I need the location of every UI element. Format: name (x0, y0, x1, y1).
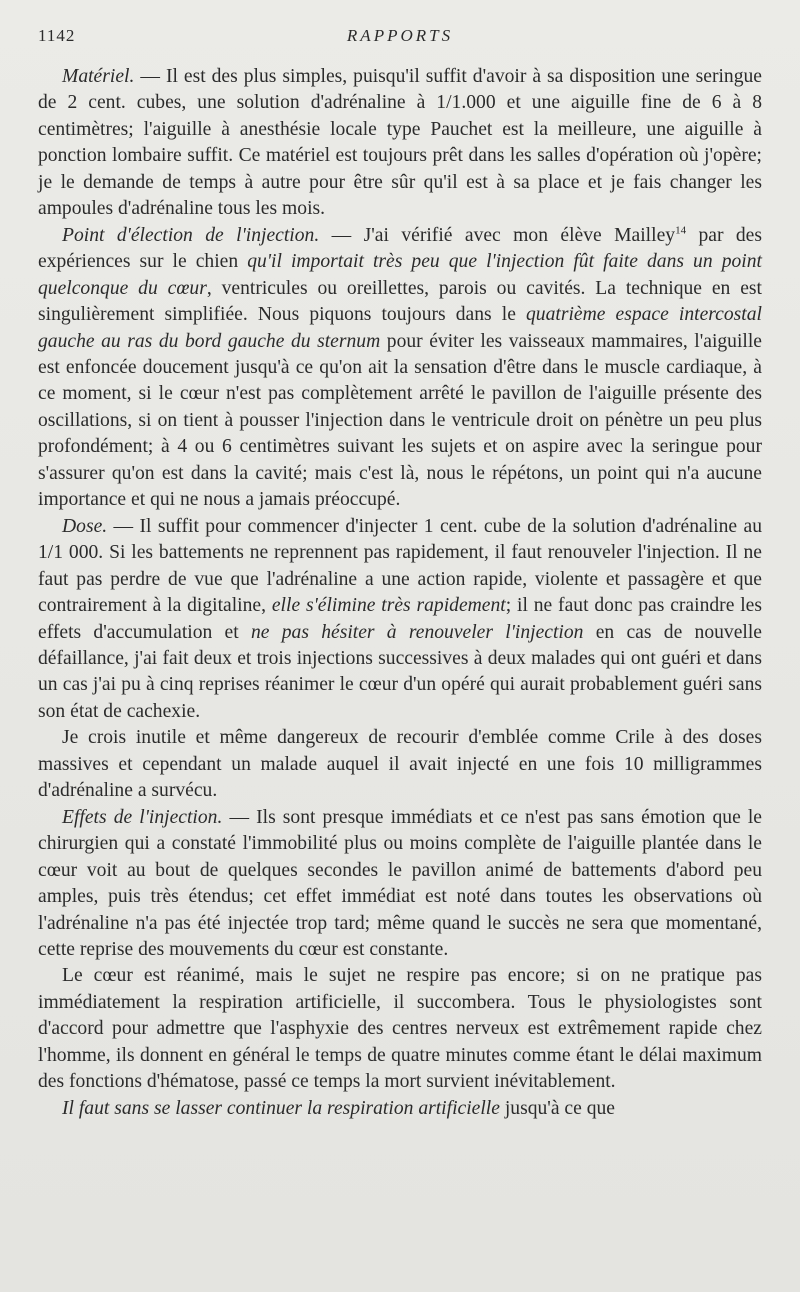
footnote-ref: 14 (675, 224, 687, 237)
paragraph-effets (38, 805, 762, 964)
body-text (38, 64, 762, 1122)
paragraph-respiration (38, 1096, 762, 1122)
paragraph-point-election (38, 223, 762, 514)
running-head (38, 26, 762, 50)
text-run: , ventricules ou oreillettes, parois ou cavités. La technique en est singulièrement simplifiée. Nous piquons toujours dans le (38, 277, 762, 326)
text-run: Je crois inutile et même dangereux de recourir d'emblée comme Crile à des doses massives et cependant un malade auquel il avait injecté en une fois 10 milligrammes d'adrénaline a survécu. (38, 727, 762, 802)
paragraph-materiel (38, 64, 762, 223)
text-run: — Il suffit pour commencer d'injecter 1 cent. cube de la solution d'adrénaline au 1/1 000. Si les battements ne reprennent pas rapidement, il faut renouveler l'injection. Il ne faut pas perdre de vue que l'adrénaline a une action rapide, violente et passagère et que contrairement à la digitaline, (38, 515, 762, 617)
paragraph-coeur-reanime (38, 963, 762, 1095)
italic-run: Il faut sans se lasser continuer la respiration artificielle (62, 1097, 500, 1119)
text-run: — Il est des plus simples, puisqu'il suffit d'avoir à sa disposition une seringue de 2 cent. cubes, une solution d'adrénaline à 1/1.000 et une aiguille fine de 6 à 8 centimètres; l'aiguille à anesthésie locale type Pauchet est la meilleure, une aiguille à ponction lombaire suffit. Ce matériel est toujours prêt dans les salles d'opération où j'opère; je le demande de temps à autre pour être sûr qu'il est à sa place et je fais changer les ampoules d'adrénaline tous les mois. (38, 66, 762, 220)
italic-run: ne pas hésiter à renouveler l'injection (250, 621, 584, 643)
text-run: par des expériences sur le chien (38, 224, 762, 273)
text-run: pour éviter les vaisseaux mammaires, l'aiguille est enfoncée doucement jusqu'à ce qu'on ait la sensation d'être dans le muscle cardiaque, à ce moment, si le cœur n'est pas complètement arrêté le pavillon de l'aiguille présente des oscillations, si on tient à pousser l'injection dans le ventricule droit on pénètre un peu plus profondément; à 4 ou 6 centimètres suivant les sujets et on aspire avec la seringue pour s'assurer qu'on est dans la cavité; mais c'est là, nous le répétons, un point qui n'a aucune importance et qui ne nous a jamais préoccupé. (38, 330, 763, 511)
run-in-heading: Effets de l'injection. (62, 806, 223, 828)
text-run: Le cœur est réanimé, mais le sujet ne respire pas encore; si on ne pratique pas immédiatement la respiration artificielle, il succombera. Tous le physiologistes sont d'accord pour admettre que l'asphyxie des centres nerveux est extrêmement rapide chez l'homme, ils donnent en général le temps de quatre minutes comme étant le délai maximum des fonctions d'hématose, passé ce temps la mort survient inévitablement. (38, 965, 762, 1093)
text-run: ; il ne faut donc pas craindre les effets d'accumulation et (38, 595, 762, 643)
text-run: — J'ai vérifié avec mon élève Mailley (319, 224, 676, 246)
paragraph-dose (38, 514, 762, 726)
run-in-heading: Dose. (62, 515, 108, 537)
run-in-heading: Matériel. (62, 66, 135, 87)
italic-run: elle s'élimine très rapidement (271, 595, 506, 617)
text-run: en cas de nouvelle défaillance, j'ai fait deux et trois injections successives à deux malades qui ont guéri et dans un cas j'ai pu à cinq reprises réanimer le cœur d'un opéré qui aurait probablement guéri sans son état de cachexie. (38, 621, 762, 722)
text-run: — Ils sont presque immédiats et ce n'est pas sans émotion que le chirurgien qui a constaté l'immobilité plus ou moins complète de l'aiguille plantée dans le cœur voit au bout de quelques secondes le pavillon animé de battements d'abord peu amples, puis très étendus; cet effet immédiat est noté dans toutes les observations où l'adrénaline n'a pas été injectée trop tard; même quand le succès ne sera que momentané, cette reprise des mouvements du cœur est constante. (38, 806, 762, 960)
page-number: 1142 (38, 26, 76, 45)
text-run: jusqu'à ce que (499, 1097, 616, 1119)
italic-run: quatrième espace intercostal gauche au ras du bord gauche du sternum (38, 304, 762, 352)
run-in-heading: Point d'élection de l'injection. (62, 224, 320, 246)
running-title: RAPPORTS (346, 26, 454, 45)
italic-run: qu'il importait très peu que l'injection fût faite dans un point quelconque du cœur (38, 251, 762, 299)
paragraph-crile (38, 725, 762, 804)
